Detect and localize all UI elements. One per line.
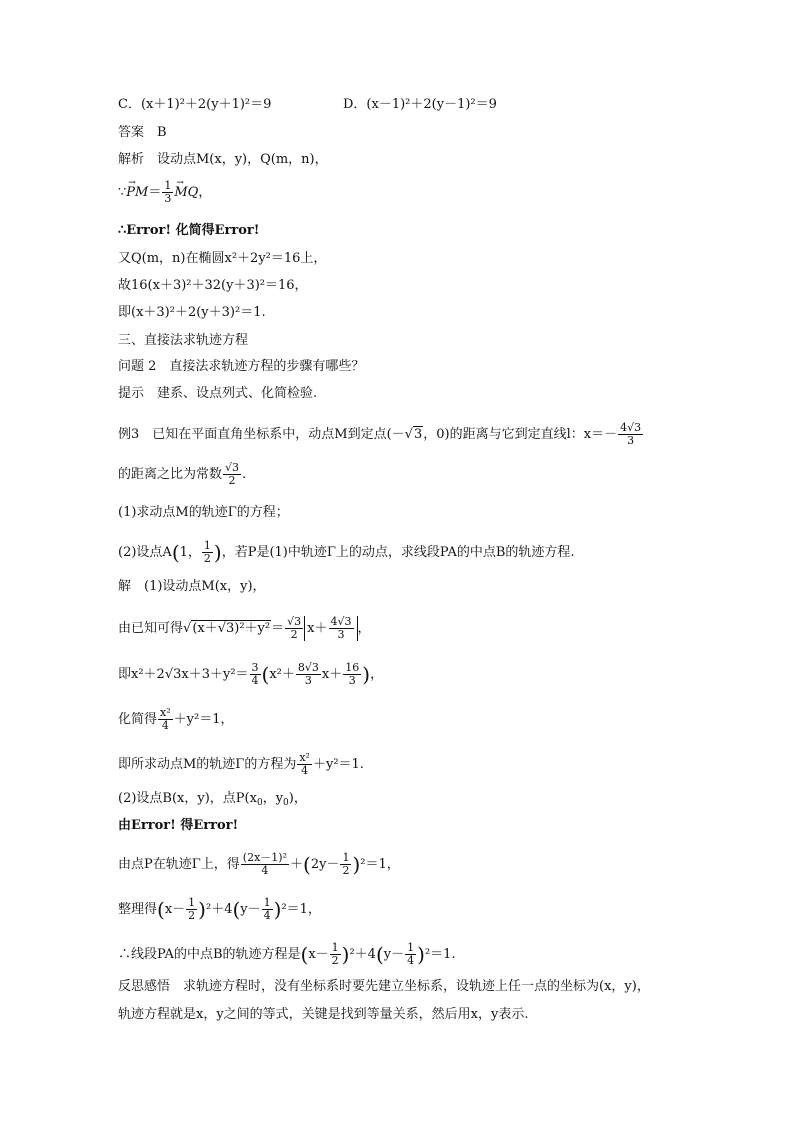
- arrange-text-d: y－: [240, 902, 261, 917]
- example-3-ratio-num: √3: [225, 461, 240, 474]
- simplify-fraction: [158, 707, 173, 732]
- simplify-text-a: 化简得: [118, 712, 158, 727]
- arrange-fraction-2: [262, 897, 273, 922]
- arrange-paren-2-open: (: [232, 897, 241, 922]
- error-line-1: ∴Error! 化简得Error!: [118, 223, 260, 238]
- final-den-2: 4: [407, 954, 415, 967]
- known-text-a: 由已知可得: [118, 621, 184, 636]
- expand-text-c: x＋: [321, 667, 343, 682]
- final-line: [118, 942, 456, 967]
- example-3-text-c: 的距离之比为常数: [118, 467, 223, 482]
- known-abs: [304, 616, 357, 641]
- trajectory-num: x²: [299, 751, 310, 764]
- final-text-c: ²＋4: [349, 947, 376, 962]
- part-2-half-num: 1: [203, 539, 211, 552]
- vector-pm: → PM: [126, 184, 148, 202]
- example-3-text-a: 例3 已知在平面直角坐标系中，动点M到定点(－: [118, 427, 405, 442]
- simplify-line: [118, 707, 233, 732]
- arrange-text-a: 整理得: [118, 902, 158, 917]
- known-fraction-num: √3: [287, 615, 302, 628]
- arrange-text-b: x－: [164, 902, 186, 917]
- result-line: 即(x＋3)²＋2(y＋3)²＝1.: [118, 305, 266, 320]
- part-2-text-a: (2)设点A: [118, 545, 172, 560]
- known-abs-fraction: [329, 616, 354, 641]
- expand-num-1: 3: [251, 661, 259, 674]
- known-abs-den: 3: [337, 628, 345, 641]
- part-2-text-c: ，若P是(1)中轨迹Γ上的动点，求线段PA的中点B的轨迹方程.: [221, 545, 575, 560]
- part-2-setup-a: (2)设点B(x，y)，点P(x: [118, 791, 257, 806]
- on-trajectory-paren-open: (: [303, 852, 311, 877]
- vector-relation: [118, 180, 211, 205]
- part-2-setup-mid: ，y: [262, 791, 284, 806]
- on-trajectory-paren-close: ): [352, 852, 361, 877]
- example-3-fraction: [618, 422, 643, 447]
- example-3-fraction-den: 3: [627, 434, 635, 447]
- known-abs-text: x＋: [307, 621, 328, 636]
- vector-mq: → MQ: [174, 184, 198, 202]
- part-2-setup-sub0: 0: [256, 798, 263, 808]
- expand-line: [118, 662, 383, 687]
- on-trajectory-end: ²＝1，: [360, 857, 400, 872]
- final-paren-2-close: ): [417, 942, 425, 967]
- so-line: 故16(x＋3)²＋32(y＋3)²＝16，: [118, 278, 308, 293]
- expand-den-2: 3: [304, 674, 312, 687]
- known-eq: ＝: [271, 621, 285, 636]
- expand-paren-close: ): [362, 662, 371, 687]
- part-2: [118, 540, 575, 565]
- trajectory-fraction: [297, 752, 312, 777]
- known-root: √(x＋√3)²＋y²: [183, 621, 271, 636]
- arrange-den-2: 4: [263, 909, 271, 922]
- expand-paren-open: (: [261, 662, 270, 687]
- example-3-fraction-num: 4√3: [620, 421, 642, 434]
- simplify-den: 4: [161, 719, 169, 732]
- example-3-ratio: [223, 462, 241, 487]
- trajectory-text-a: 即所求动点M的轨迹Γ的方程为: [118, 757, 297, 772]
- example-3-end: .: [242, 467, 247, 482]
- on-trajectory-den-2: 2: [342, 864, 350, 877]
- part-2-half-den: 2: [203, 552, 211, 565]
- part-2-setup-end: )，: [288, 791, 307, 806]
- section-heading: 三、直接法求轨迹方程: [118, 333, 249, 348]
- arrange-paren-2-close: ): [273, 897, 282, 922]
- analysis-intro: 解析 设动点M(x，y)，Q(m，n)，: [118, 152, 328, 167]
- expand-den-3: 3: [348, 674, 356, 687]
- vector-fraction-num: 1: [164, 179, 172, 192]
- on-trajectory-plus: ＋: [289, 857, 303, 872]
- arrange-den-1: 2: [188, 909, 196, 922]
- example-3-sqrt-arg: 3: [413, 427, 423, 442]
- expand-text-b: x²＋: [269, 667, 295, 682]
- on-trajectory-text-a: 由点P在轨迹Γ上，得: [118, 857, 240, 872]
- answer-line: 答案 B: [118, 125, 167, 140]
- solution-intro: 解 (1)设动点M(x，y)，: [118, 579, 266, 594]
- on-trajectory-den: 4: [261, 864, 269, 877]
- known-fraction: [285, 616, 303, 641]
- part-2-text-b: 1，: [179, 545, 201, 560]
- question-2: 问题 2 直接法求轨迹方程的步骤有哪些？: [118, 359, 365, 374]
- vector-tail: ，: [198, 185, 212, 200]
- final-text-a: ∴线段PA的中点B的轨迹方程是: [118, 947, 301, 962]
- because-symbol: ∵: [118, 185, 127, 200]
- arrange-end: ²＝1，: [281, 902, 321, 917]
- final-paren-1-open: (: [300, 942, 309, 967]
- final-num-2: 1: [407, 941, 415, 954]
- simplify-text-b: ＋y²＝1，: [173, 712, 234, 727]
- option-c: C．(x＋1)²＋2(y＋1)²＝9: [118, 97, 272, 112]
- final-text-d: y－: [383, 947, 405, 962]
- part-2-setup: [118, 790, 307, 812]
- arrange-num-2: 1: [263, 896, 271, 909]
- expand-fraction-1: [250, 662, 261, 687]
- vector-eq: ＝: [148, 185, 162, 200]
- ellipse-line: 又Q(m，n)在椭圆x²＋2y²＝16上，: [118, 251, 327, 266]
- arrange-paren-1-open: (: [157, 897, 165, 922]
- example-3-line1: [118, 422, 644, 447]
- paren-close: ): [213, 540, 222, 565]
- known-end: ，: [357, 621, 371, 636]
- trajectory-den: 4: [301, 764, 309, 777]
- trajectory-line: [118, 752, 364, 777]
- known-root-arg: (x＋√3)²＋y²: [192, 621, 271, 636]
- arrange-fraction-1: [186, 897, 197, 922]
- final-paren-1-close: ): [341, 942, 350, 967]
- expand-end: ，: [370, 667, 384, 682]
- known-fraction-den: 2: [290, 628, 298, 641]
- hint-line: 提示 建系、设点列式、化简检验.: [118, 386, 318, 401]
- example-3-text-b: ，0)的距离与它到定直线l：x＝－: [423, 427, 618, 442]
- on-trajectory-fraction-2: [340, 852, 351, 877]
- final-text-b: x－: [308, 947, 329, 962]
- known-abs-num: 4√3: [330, 615, 352, 628]
- option-d: D．(x－1)²＋2(y－1)²＝9: [343, 97, 497, 112]
- final-num-1: 1: [331, 941, 339, 954]
- final-fraction-2: [405, 942, 416, 967]
- expand-fraction-2: [296, 662, 321, 687]
- part-1: (1)求动点M的轨迹Γ的方程；: [118, 505, 289, 520]
- part-2-setup-sub1: 0: [283, 798, 289, 808]
- on-trajectory-line: [118, 852, 400, 877]
- final-fraction-1: [330, 942, 341, 967]
- example-3-sqrt: √3: [404, 427, 423, 442]
- arrange-text-c: ²＋4: [205, 902, 233, 917]
- arrange-num-1: 1: [188, 896, 196, 909]
- final-end: ²＝1.: [424, 947, 456, 962]
- expand-den-1: 4: [251, 674, 259, 687]
- on-trajectory-num: (2x－1)²: [242, 851, 287, 864]
- expand-fraction-3: [343, 662, 361, 687]
- expand-num-3: 16: [345, 661, 360, 674]
- final-den-1: 2: [331, 954, 339, 967]
- simplify-num: x²: [160, 706, 171, 719]
- vector-fraction-den: 3: [164, 192, 172, 205]
- arrange-line: [118, 897, 321, 922]
- reflection-line-2: 轨迹方程就是x，y之间的等式，关键是找到等量关系，然后用x，y表示.: [118, 1007, 529, 1022]
- vector-fraction: [162, 180, 173, 205]
- on-trajectory-text-c: 2y－: [310, 857, 340, 872]
- example-3-ratio-den: 2: [228, 474, 236, 487]
- on-trajectory-num-2: 1: [342, 851, 350, 864]
- part-2-half: [202, 540, 213, 565]
- final-paren-2-open: (: [375, 942, 384, 967]
- known-line: [118, 616, 371, 641]
- trajectory-text-b: ＋y²＝1.: [312, 757, 364, 772]
- expand-text-a: 即x²＋2√3x＋3＋y²＝: [118, 667, 249, 682]
- paren-open: (: [171, 540, 180, 565]
- error-line-2: 由Error! 得Error!: [118, 818, 239, 833]
- expand-num-2: 8√3: [297, 661, 319, 674]
- arrange-paren-1-close: ): [198, 897, 206, 922]
- reflection-line-1: 反思感悟 求轨迹方程时，没有坐标系时要先建立坐标系，设轨迹上任一点的坐标为(x，y)，: [118, 979, 650, 994]
- on-trajectory-fraction: [241, 852, 289, 877]
- example-3-line2: [118, 462, 246, 487]
